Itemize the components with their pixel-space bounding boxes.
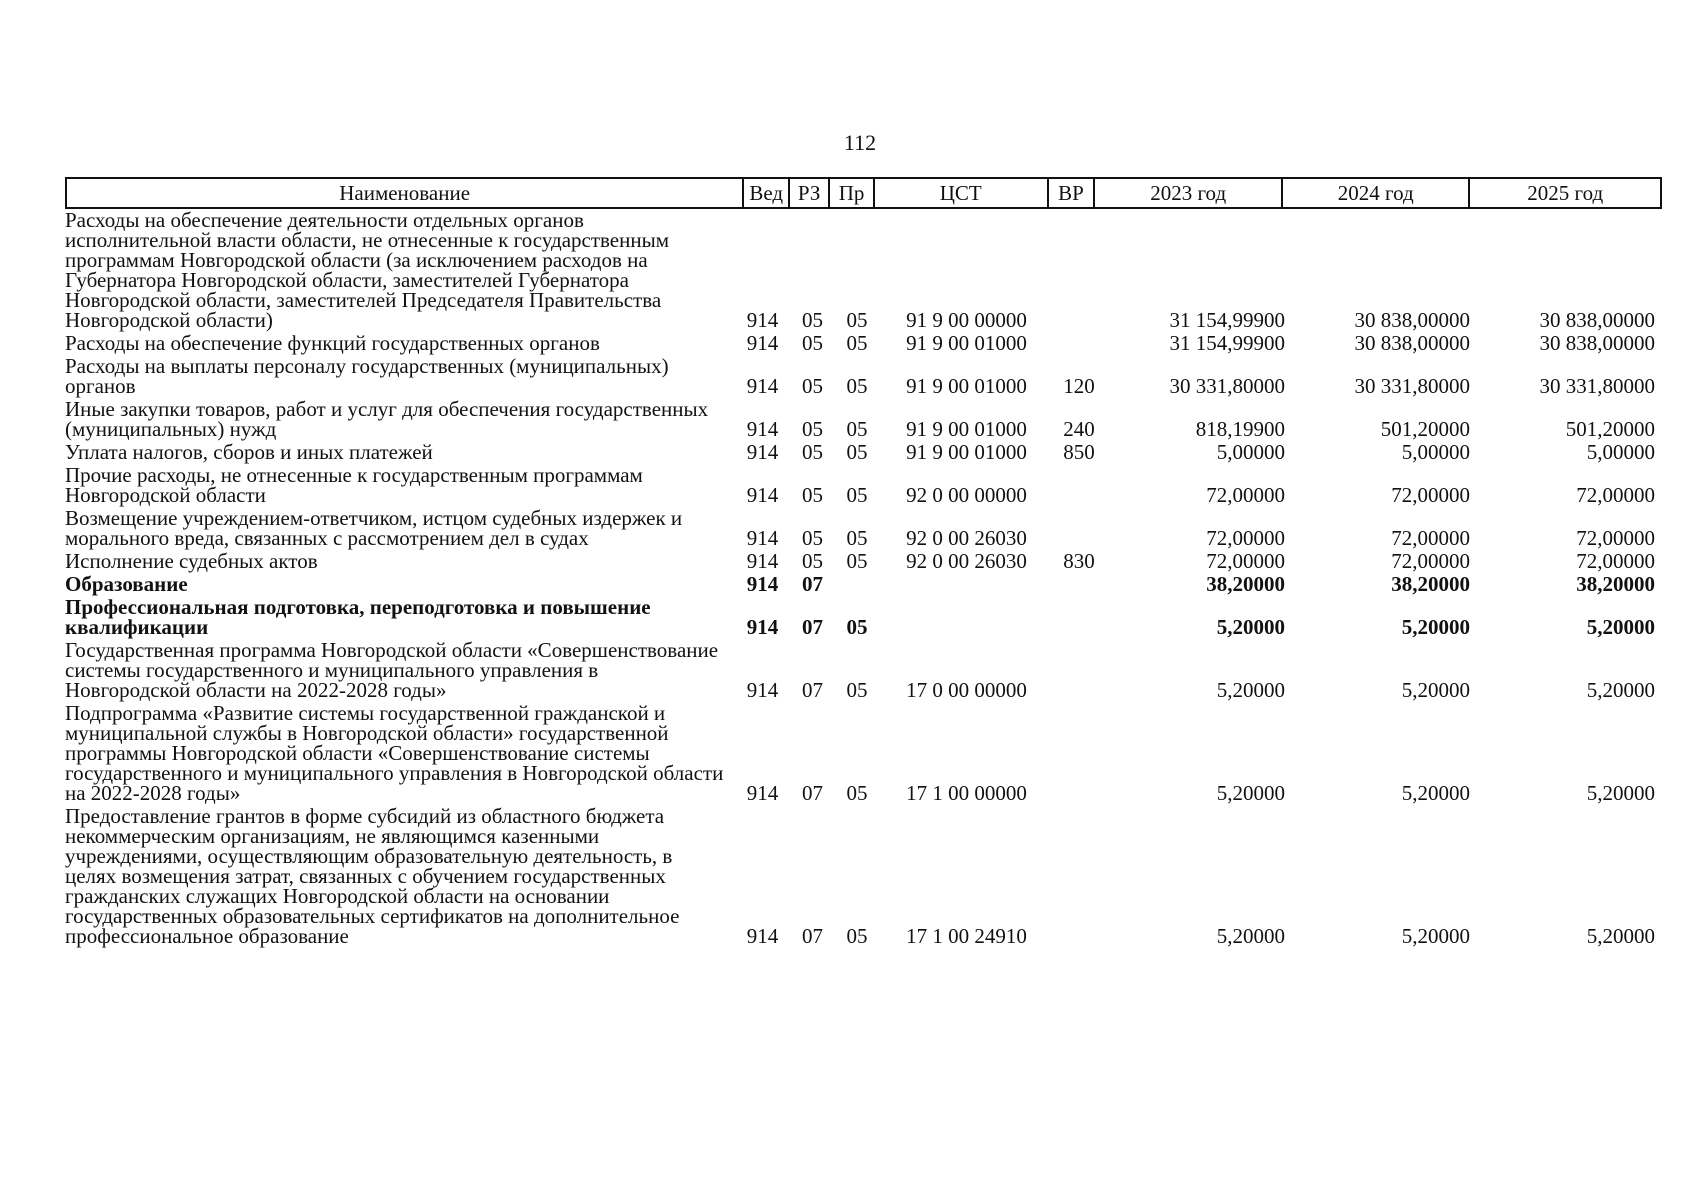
row-pr: 05 bbox=[846, 549, 868, 573]
table-row bbox=[65, 356, 1665, 399]
row-2023: 31 154,99900 bbox=[1169, 308, 1285, 332]
row-rz: 05 bbox=[802, 374, 823, 398]
row-rz: 07 bbox=[802, 781, 823, 805]
row-ved: 914 bbox=[746, 374, 779, 398]
row-cst: 91 9 00 01000 bbox=[906, 374, 1027, 398]
row-vr: 830 bbox=[1063, 549, 1095, 573]
row-2025: 5,20000 bbox=[1586, 924, 1655, 948]
row-2024: 501,20000 bbox=[1380, 417, 1470, 441]
row-name: Подпрограмма «Развитие системы государственной гражданской и муниципальной службы в Новгородской области» государственной программы Новгородской области «Совершенствование системы государственного и муниципального управления в Новгородской области на 2022-2028 годы» bbox=[65, 701, 724, 805]
row-cst: 92 0 00 00000 bbox=[906, 483, 1027, 507]
row-2023: 5,00000 bbox=[1216, 440, 1285, 464]
row-2025: 501,20000 bbox=[1565, 417, 1655, 441]
row-pr: 05 bbox=[846, 440, 868, 464]
page-number: 112 bbox=[843, 130, 877, 155]
row-2023: 5,20000 bbox=[1216, 678, 1285, 702]
row-rz: 05 bbox=[802, 440, 823, 464]
row-name: Расходы на обеспечение функций государственных органов bbox=[65, 331, 600, 355]
row-name: Возмещение учреждением-ответчиком, истцом судебных издержек и морального вреда, связанных с рассмотрением дел в судах bbox=[65, 506, 683, 550]
table-row bbox=[65, 210, 1665, 333]
row-2024: 5,00000 bbox=[1401, 440, 1470, 464]
row-2025: 5,20000 bbox=[1586, 615, 1655, 639]
row-ved: 914 bbox=[746, 924, 779, 948]
row-rz: 07 bbox=[802, 924, 823, 948]
row-rz: 05 bbox=[802, 308, 823, 332]
row-2023: 5,20000 bbox=[1216, 781, 1285, 805]
row-ved: 914 bbox=[746, 781, 779, 805]
row-pr: 05 bbox=[846, 308, 868, 332]
row-2024: 30 838,00000 bbox=[1354, 331, 1470, 355]
table-header bbox=[65, 177, 1662, 209]
row-2023: 818,19900 bbox=[1195, 417, 1285, 441]
row-rz: 07 bbox=[802, 615, 823, 639]
row-2025: 72,00000 bbox=[1576, 549, 1655, 573]
row-name: Государственная программа Новгородской области «Совершенствование системы государственного и муниципального управления в Новгородской области на 2022-2028 годы» bbox=[65, 638, 719, 702]
row-2025: 30 838,00000 bbox=[1539, 308, 1655, 332]
row-2023: 72,00000 bbox=[1206, 526, 1285, 550]
row-2023: 31 154,99900 bbox=[1169, 331, 1285, 355]
row-vr: 850 bbox=[1063, 440, 1095, 464]
row-ved: 914 bbox=[746, 440, 779, 464]
header-2024: 2024 год bbox=[1283, 179, 1471, 207]
row-name: Иные закупки товаров, работ и услуг для обеспечения государственных (муниципальных) нужд bbox=[65, 397, 709, 441]
row-ved: 914 bbox=[746, 331, 779, 355]
row-name: Исполнение судебных актов bbox=[65, 549, 318, 573]
row-name: Расходы на выплаты персоналу государственных (муниципальных) органов bbox=[65, 354, 669, 398]
row-pr: 05 bbox=[846, 331, 868, 355]
row-2025: 5,20000 bbox=[1586, 678, 1655, 702]
row-vr: 120 bbox=[1063, 374, 1095, 398]
row-cst: 92 0 00 26030 bbox=[906, 526, 1027, 550]
row-2024: 72,00000 bbox=[1391, 549, 1470, 573]
row-2024: 5,20000 bbox=[1401, 781, 1470, 805]
row-cst: 17 1 00 00000 bbox=[906, 781, 1027, 805]
row-pr: 05 bbox=[846, 678, 868, 702]
row-rz: 07 bbox=[802, 678, 823, 702]
row-pr: 05 bbox=[846, 924, 868, 948]
header-2023: 2023 год bbox=[1095, 179, 1283, 207]
row-2023: 5,20000 bbox=[1216, 924, 1285, 948]
row-2023: 5,20000 bbox=[1216, 615, 1285, 639]
row-rz: 05 bbox=[802, 483, 823, 507]
row-2024: 38,20000 bbox=[1391, 572, 1470, 596]
header-ved: Вед bbox=[744, 179, 790, 207]
row-pr: 05 bbox=[846, 483, 868, 507]
row-cst: 91 9 00 01000 bbox=[906, 331, 1027, 355]
row-2023: 72,00000 bbox=[1206, 483, 1285, 507]
row-2025: 72,00000 bbox=[1576, 483, 1655, 507]
row-rz: 05 bbox=[802, 331, 823, 355]
row-ved: 914 bbox=[746, 417, 779, 441]
table-row bbox=[65, 442, 1665, 465]
row-ved: 914 bbox=[746, 678, 779, 702]
row-ved: 914 bbox=[746, 572, 779, 596]
table-row bbox=[65, 508, 1665, 551]
row-cst: 17 1 00 24910 bbox=[906, 924, 1027, 948]
row-2025: 5,00000 bbox=[1586, 440, 1655, 464]
row-2023: 72,00000 bbox=[1206, 549, 1285, 573]
row-2025: 30 331,80000 bbox=[1539, 374, 1655, 398]
row-ved: 914 bbox=[746, 483, 779, 507]
row-cst: 92 0 00 26030 bbox=[906, 549, 1027, 573]
row-2024: 5,20000 bbox=[1401, 615, 1470, 639]
row-rz: 05 bbox=[802, 417, 823, 441]
row-2025: 72,00000 bbox=[1576, 526, 1655, 550]
table-row bbox=[65, 640, 1665, 703]
row-name: Прочие расходы, не отнесенные к государственным программам Новгородской области bbox=[65, 463, 643, 507]
row-2023: 30 331,80000 bbox=[1169, 374, 1285, 398]
row-pr: 05 bbox=[846, 374, 868, 398]
table-row bbox=[65, 574, 1665, 597]
header-cst: ЦСТ bbox=[875, 179, 1049, 207]
row-rz: 05 bbox=[802, 526, 823, 550]
header-rz: РЗ bbox=[790, 179, 830, 207]
row-2025: 38,20000 bbox=[1576, 572, 1655, 596]
table-row bbox=[65, 333, 1665, 356]
row-pr: 05 bbox=[846, 526, 868, 550]
row-pr: 05 bbox=[846, 615, 868, 639]
table-row bbox=[65, 703, 1665, 806]
row-cst: 91 9 00 01000 bbox=[906, 417, 1027, 441]
row-ved: 914 bbox=[746, 526, 779, 550]
row-pr: 05 bbox=[846, 417, 868, 441]
header-2025: 2025 год bbox=[1527, 181, 1604, 205]
row-2025: 5,20000 bbox=[1586, 781, 1655, 805]
row-vr: 240 bbox=[1063, 417, 1095, 441]
row-2024: 72,00000 bbox=[1391, 526, 1470, 550]
row-name: Уплата налогов, сборов и иных платежей bbox=[65, 440, 433, 464]
header-vr: ВР bbox=[1049, 179, 1096, 207]
header-name: Наименование bbox=[67, 179, 744, 207]
row-2025: 30 838,00000 bbox=[1539, 331, 1655, 355]
table-row bbox=[65, 806, 1665, 949]
row-cst: 17 0 00 00000 bbox=[906, 678, 1027, 702]
row-name: Расходы на обеспечение деятельности отдельных органов исполнительной власти области, не отнесенные к государственным программам Новгородской области (за исключением расходов на Губернатора Новгородской области, заместителей Губернатора Новгородской области, заместителей Председателя Правительства Новгородской области) bbox=[65, 208, 670, 332]
table-row bbox=[65, 551, 1665, 574]
row-2024: 5,20000 bbox=[1401, 924, 1470, 948]
row-name: Профессиональная подготовка, переподготовка и повышение квалификации bbox=[65, 595, 651, 639]
table-row bbox=[65, 597, 1665, 640]
table-body bbox=[65, 210, 1665, 949]
row-ved: 914 bbox=[746, 615, 779, 639]
row-rz: 07 bbox=[802, 572, 823, 596]
row-2023: 38,20000 bbox=[1206, 572, 1285, 596]
header-pr: Пр bbox=[830, 179, 875, 207]
row-name: Предоставление грантов в форме субсидий из областного бюджета некоммерческим организациям, не являющимся казенными учреждениями, осуществляющим образовательную деятельность, в целях возмещения затрат, связанных с обучением государственных гражданских служащих Новгородской области на основании государственных образовательных сертификатов на дополнительное профессиональное образование bbox=[65, 804, 680, 948]
table-row bbox=[65, 465, 1665, 508]
row-2024: 72,00000 bbox=[1391, 483, 1470, 507]
row-2024: 30 838,00000 bbox=[1354, 308, 1470, 332]
row-ved: 914 bbox=[746, 308, 779, 332]
row-cst: 91 9 00 01000 bbox=[906, 440, 1027, 464]
table-row bbox=[65, 399, 1665, 442]
row-name: Образование bbox=[65, 572, 188, 596]
row-2024: 30 331,80000 bbox=[1354, 374, 1470, 398]
row-rz: 05 bbox=[802, 549, 823, 573]
row-2024: 5,20000 bbox=[1401, 678, 1470, 702]
row-cst: 91 9 00 00000 bbox=[906, 308, 1027, 332]
row-pr: 05 bbox=[846, 781, 868, 805]
row-ved: 914 bbox=[746, 549, 779, 573]
